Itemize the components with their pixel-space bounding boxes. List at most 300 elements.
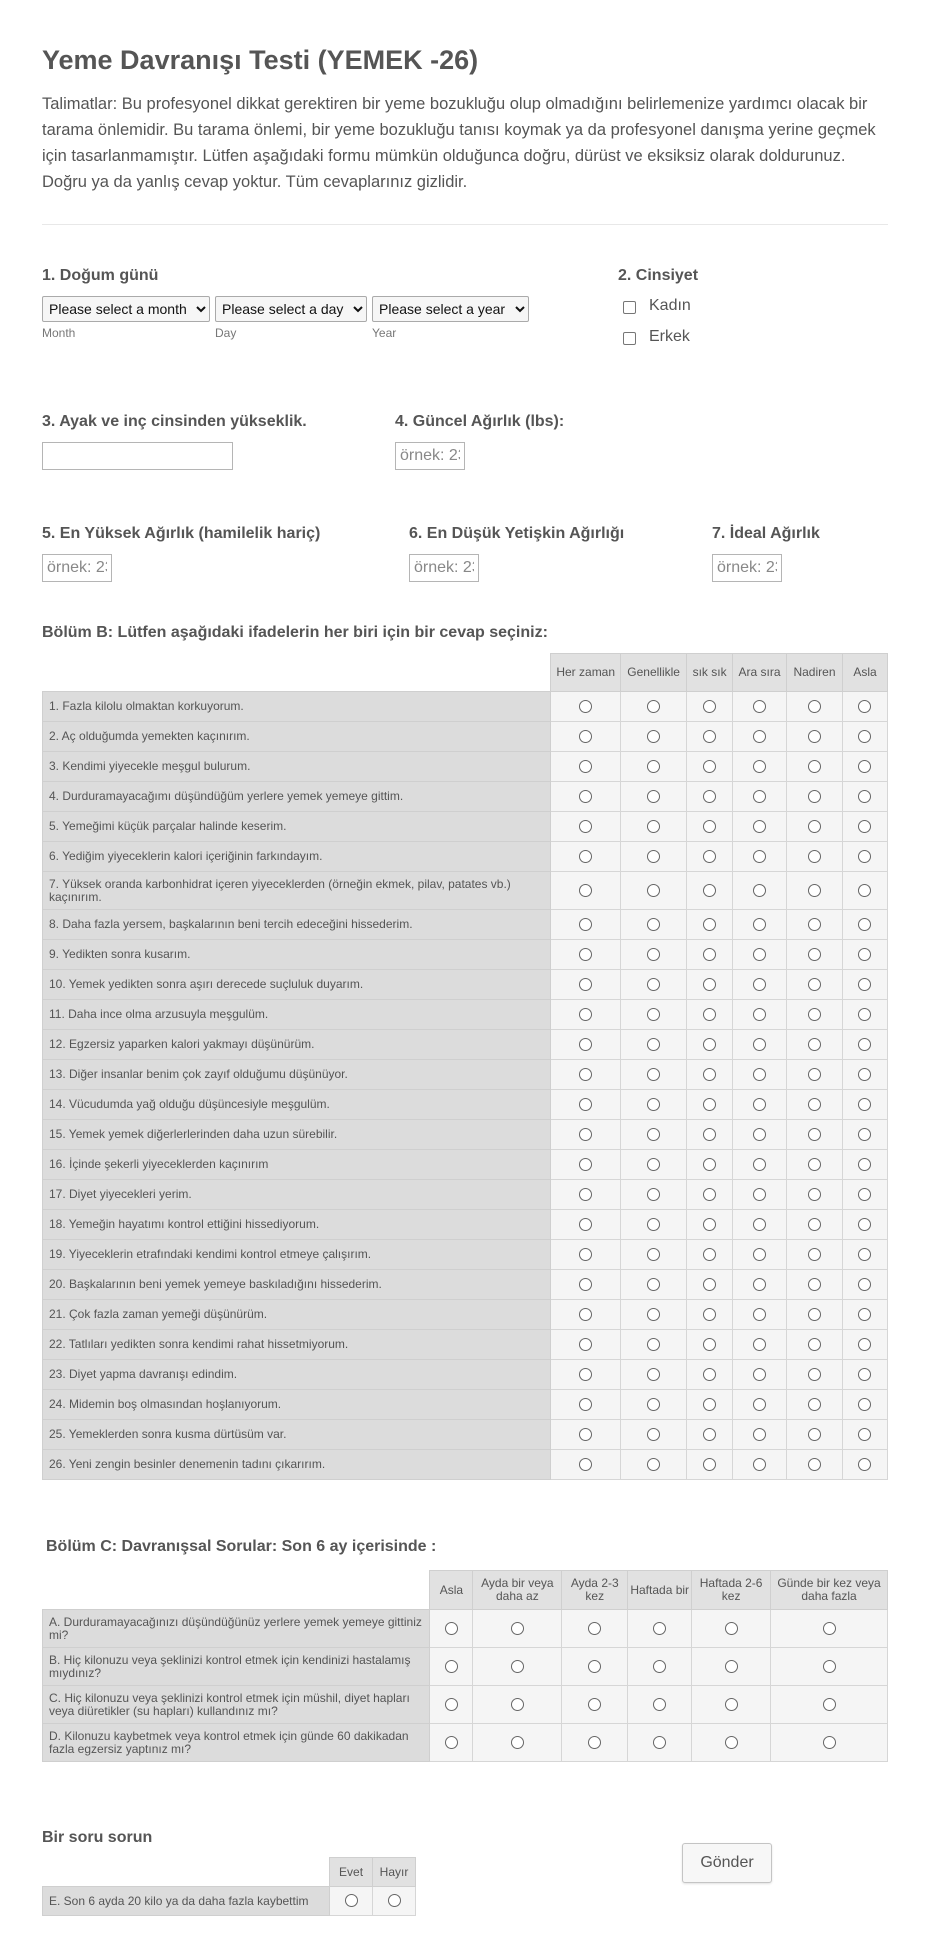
behavior-radio[interactable] [823,1736,836,1749]
statement-row-label: 9. Yedikten sonra kusarım. [43,940,551,970]
behavior-radio[interactable] [511,1698,524,1711]
statement-cell [733,1450,787,1480]
height-input[interactable] [42,442,233,470]
max-weight-input[interactable] [42,554,112,582]
statement-radio[interactable] [579,948,592,961]
statement-column-header: Ara sıra [733,654,787,692]
question-row [43,1887,416,1916]
statement-radio[interactable] [808,1038,821,1051]
submit-button[interactable]: Gönder [682,1843,772,1883]
statement-radio[interactable] [808,790,821,803]
statement-cell [787,752,843,782]
statement-radio[interactable] [753,1008,766,1021]
statement-radio[interactable] [579,1068,592,1081]
statement-radio[interactable] [579,1248,592,1261]
statement-radio[interactable] [808,948,821,961]
statement-radio[interactable] [858,978,871,991]
statement-radio[interactable] [753,1338,766,1351]
birth-year-select[interactable] [372,296,529,322]
statement-cell [787,1030,843,1060]
statement-radio[interactable] [647,1278,660,1291]
statement-radio[interactable] [808,1278,821,1291]
statement-radio[interactable] [808,1428,821,1441]
statement-radio[interactable] [579,1158,592,1171]
statement-radio[interactable] [808,1128,821,1141]
statement-radio[interactable] [753,1098,766,1111]
statement-radio[interactable] [808,820,821,833]
statement-radio[interactable] [858,1368,871,1381]
statement-radio[interactable] [858,1038,871,1051]
statement-radio[interactable] [808,1158,821,1171]
behavior-radio[interactable] [823,1698,836,1711]
statement-cell [733,1330,787,1360]
matrix-corner [43,654,551,692]
behavior-column-header: Asla [430,1571,473,1610]
statement-radio[interactable] [579,1008,592,1021]
statement-radio[interactable] [753,1158,766,1171]
behavior-radio[interactable] [725,1660,738,1673]
statement-radio[interactable] [808,1068,821,1081]
statement-radio[interactable] [703,1278,716,1291]
statement-radio[interactable] [647,820,660,833]
statement-radio[interactable] [647,760,660,773]
statement-cell [551,1000,621,1030]
statement-radio[interactable] [647,1158,660,1171]
statement-row [43,722,888,752]
statement-radio[interactable] [808,730,821,743]
behavior-cell [562,1724,628,1762]
statement-radio[interactable] [579,1218,592,1231]
statement-radio[interactable] [579,1458,592,1471]
statement-radio[interactable] [579,918,592,931]
statement-cell [842,1210,887,1240]
statement-radio[interactable] [579,1038,592,1051]
statement-cell [621,1300,687,1330]
statement-row-label: 19. Yiyeceklerin etrafındaki kendimi kontrol etmeye çalışırım. [43,1240,551,1270]
statement-radio[interactable] [753,730,766,743]
instructions-text: Talimatlar: Bu profesyonel dikkat gerektiren bir yeme bozukluğu olup olmadığını belirlemenize yardımcı olacak bir tarama önlemidir. Bu tarama önlemi, bir yeme bozukluğu tanısı koymak ya da profesyonel danışma yerine geçmek için tasarlanmamıştır. Lütfen aşağıdaki formu mümkün olduğunca doğru, dürüst ve eksiksiz olarak doldurunuz. Doğru ya da yanlış cevap yoktur. Tüm cevaplarınız gizlidir. [42,95,876,191]
statement-cell [733,812,787,842]
statement-radio[interactable] [579,820,592,833]
statement-cell [787,940,843,970]
statement-cell [687,970,733,1000]
statement-radio[interactable] [858,790,871,803]
statement-cell [733,692,787,722]
statement-cell [621,1060,687,1090]
statement-radio[interactable] [579,1338,592,1351]
statement-radio[interactable] [753,760,766,773]
statement-cell [621,1090,687,1120]
statement-radio[interactable] [647,1458,660,1471]
statement-radio[interactable] [753,1068,766,1081]
behavior-cell [430,1686,473,1724]
statement-cell [551,910,621,940]
statement-cell [733,910,787,940]
statement-radio[interactable] [703,1008,716,1021]
gender-female-checkbox[interactable] [623,301,636,314]
statement-radio[interactable] [808,1188,821,1201]
statement-row [43,970,888,1000]
statement-cell [842,752,887,782]
behavior-row [43,1724,888,1762]
statement-row-label: 20. Başkalarının beni yemek yemeye baskıladığını hissederim. [43,1270,551,1300]
statement-cell [551,1300,621,1330]
statement-cell [621,872,687,910]
gender-male-label: Erkek [649,328,690,345]
statement-radio[interactable] [808,1458,821,1471]
behavior-row [43,1648,888,1686]
behavior-cell [692,1610,771,1648]
statement-cell [621,1180,687,1210]
statement-radio[interactable] [703,760,716,773]
statement-radio[interactable] [858,1188,871,1201]
statement-radio[interactable] [647,1308,660,1321]
statement-radio[interactable] [858,1458,871,1471]
statement-radio[interactable] [808,850,821,863]
behavior-radio[interactable] [588,1622,601,1635]
statement-radio[interactable] [858,700,871,713]
behavior-radio[interactable] [588,1660,601,1673]
statement-radio[interactable] [579,884,592,897]
behavior-cell [473,1724,562,1762]
statement-radio[interactable] [808,918,821,931]
statement-radio[interactable] [753,1278,766,1291]
statement-radio[interactable] [808,1368,821,1381]
statement-radio[interactable] [808,700,821,713]
statement-cell [621,970,687,1000]
statement-radio[interactable] [858,1068,871,1081]
statement-radio[interactable] [579,1308,592,1321]
statement-radio[interactable] [647,1038,660,1051]
statement-radio[interactable] [703,1458,716,1471]
statement-cell [551,1150,621,1180]
statement-radio[interactable] [647,1098,660,1111]
statement-cell [787,1060,843,1090]
statement-radio[interactable] [753,850,766,863]
statement-radio[interactable] [858,1278,871,1291]
statement-radio[interactable] [647,1398,660,1411]
statement-radio[interactable] [647,918,660,931]
statement-radio[interactable] [703,1338,716,1351]
statement-radio[interactable] [858,850,871,863]
statement-radio[interactable] [647,850,660,863]
statement-cell [842,1180,887,1210]
behavior-radio[interactable] [653,1622,666,1635]
statement-cell [687,1090,733,1120]
statement-radio[interactable] [703,1128,716,1141]
statement-radio[interactable] [858,884,871,897]
statement-radio[interactable] [753,790,766,803]
statement-radio[interactable] [703,850,716,863]
statement-cell [687,940,733,970]
statement-cell [842,1420,887,1450]
statement-radio[interactable] [808,884,821,897]
statement-radio[interactable] [579,1428,592,1441]
statement-radio[interactable] [579,1278,592,1291]
statement-radio[interactable] [753,1128,766,1141]
behavior-cell [562,1686,628,1724]
statement-radio[interactable] [808,1008,821,1021]
statement-radio[interactable] [703,1218,716,1231]
year-sublabel: Year [372,326,397,340]
behavior-cell [771,1686,888,1724]
statement-radio[interactable] [703,1068,716,1081]
behavior-radio[interactable] [725,1736,738,1749]
statement-column-header: Her zaman [551,654,621,692]
behavior-column-header: Ayda 2-3 kez [562,1571,628,1610]
statement-radio[interactable] [858,1398,871,1411]
statement-radio[interactable] [647,1338,660,1351]
statement-radio[interactable] [703,948,716,961]
statement-cell [733,1060,787,1090]
statement-cell [687,1030,733,1060]
statement-cell [733,1120,787,1150]
statement-cell [621,1150,687,1180]
statement-radio[interactable] [753,1308,766,1321]
statement-cell [787,1420,843,1450]
statement-cell [621,692,687,722]
behavior-column-header: Haftada bir [628,1571,692,1610]
behavior-radio[interactable] [445,1736,458,1749]
statement-cell [733,872,787,910]
behavior-column-header: Haftada 2-6 kez [692,1571,771,1610]
statement-radio[interactable] [858,1098,871,1111]
behavior-radio[interactable] [445,1622,458,1635]
max-weight-label: 5. En Yüksek Ağırlık (hamilelik hariç) [42,525,321,542]
statement-row-label: 4. Durduramayacağımı düşündüğüm yerlere yemek yemeye gittim. [43,782,551,812]
birthday-label: 1. Doğum günü [42,267,159,284]
gender-male-checkbox[interactable] [623,332,636,345]
statement-radio[interactable] [753,820,766,833]
statement-cell [687,1390,733,1420]
behavior-radio[interactable] [823,1622,836,1635]
statement-cell [733,1180,787,1210]
statement-radio[interactable] [647,884,660,897]
statement-radio[interactable] [579,790,592,803]
statement-cell [842,782,887,812]
statement-cell [787,1090,843,1120]
statement-radio[interactable] [703,820,716,833]
statement-radio[interactable] [753,700,766,713]
statement-cell [551,722,621,752]
statement-cell [551,752,621,782]
statement-radio[interactable] [753,1428,766,1441]
statement-row [43,782,888,812]
gender-female-label: Kadın [649,297,691,314]
statement-radio[interactable] [808,760,821,773]
statement-cell [551,1330,621,1360]
behavior-radio[interactable] [725,1622,738,1635]
statement-radio[interactable] [579,1368,592,1381]
statement-radio[interactable] [753,918,766,931]
statement-radio[interactable] [858,918,871,931]
birth-day-select[interactable] [215,296,367,322]
statement-cell [621,1120,687,1150]
statement-cell [687,1000,733,1030]
statement-radio[interactable] [703,1038,716,1051]
statement-radio[interactable] [858,730,871,743]
statement-radio[interactable] [647,1128,660,1141]
statement-radio[interactable] [703,1308,716,1321]
statement-radio[interactable] [647,1428,660,1441]
statement-radio[interactable] [858,760,871,773]
statement-radio[interactable] [703,1188,716,1201]
statement-radio[interactable] [647,700,660,713]
statement-radio[interactable] [579,1098,592,1111]
min-weight-input[interactable] [409,554,479,582]
statement-radio[interactable] [579,1128,592,1141]
statement-cell [687,1180,733,1210]
behavior-radio[interactable] [511,1622,524,1635]
section-c-title: Bölüm C: Davranışsal Sorular: Son 6 ay içerisinde : [46,1538,437,1555]
statement-cell [787,1240,843,1270]
statement-radio[interactable] [703,884,716,897]
behavior-row-label: A. Durduramayacağınızı düşündüğünüz yerlere yemek yemeye gittiniz mi? [43,1610,430,1648]
statement-radio[interactable] [858,1008,871,1021]
statement-radio[interactable] [753,1038,766,1051]
statement-radio[interactable] [808,1248,821,1261]
statement-radio[interactable] [647,730,660,743]
statement-cell [687,910,733,940]
behavior-cell [628,1724,692,1762]
statement-cell [787,910,843,940]
statement-cell [842,842,887,872]
statement-cell [787,782,843,812]
statement-radio[interactable] [753,1218,766,1231]
behavior-cell [628,1686,692,1724]
behavior-radio[interactable] [653,1660,666,1673]
statement-row [43,752,888,782]
statement-cell [687,1360,733,1390]
statement-radio[interactable] [858,1158,871,1171]
statement-row-label: 11. Daha ince olma arzusuyla meşgulüm. [43,1000,551,1030]
statement-radio[interactable] [858,948,871,961]
statement-radio[interactable] [808,1308,821,1321]
statement-row [43,1390,888,1420]
behavior-radio[interactable] [725,1698,738,1711]
behavior-radio[interactable] [511,1736,524,1749]
statement-cell [787,812,843,842]
behavior-radio[interactable] [653,1698,666,1711]
behavior-radio[interactable] [588,1698,601,1711]
statement-radio[interactable] [579,700,592,713]
statement-radio[interactable] [647,978,660,991]
statement-radio[interactable] [703,730,716,743]
ideal-weight-input[interactable] [712,554,782,582]
statement-radio[interactable] [753,948,766,961]
statement-radio[interactable] [703,1398,716,1411]
statement-row-label: 10. Yemek yedikten sonra aşırı derecede suçluluk duyarım. [43,970,551,1000]
statement-cell [787,1180,843,1210]
statement-cell [787,1450,843,1480]
statement-row-label: 21. Çok fazla zaman yemeği düşünürüm. [43,1300,551,1330]
statement-radio[interactable] [647,948,660,961]
birth-month-select[interactable] [42,296,210,322]
statement-radio[interactable] [703,1428,716,1441]
section-b-title: Bölüm B: Lütfen aşağıdaki ifadelerin her biri için bir cevap seçiniz: [42,624,548,641]
statement-radio[interactable] [753,978,766,991]
statement-radio[interactable] [808,978,821,991]
statement-radio[interactable] [703,978,716,991]
statement-radio[interactable] [647,1248,660,1261]
statement-radio[interactable] [858,1248,871,1261]
statement-radio[interactable] [808,1098,821,1111]
behavior-radio[interactable] [445,1660,458,1673]
statement-cell [842,1090,887,1120]
statement-radio[interactable] [858,820,871,833]
statement-cell [687,1330,733,1360]
statement-radio[interactable] [647,1218,660,1231]
statement-radio[interactable] [647,790,660,803]
question-radio[interactable] [345,1894,358,1907]
statement-radio[interactable] [579,760,592,773]
statement-radio[interactable] [579,850,592,863]
statement-radio[interactable] [703,1098,716,1111]
statement-column-header: Asla [842,654,887,692]
question-radio[interactable] [388,1894,401,1907]
statement-radio[interactable] [703,918,716,931]
statement-radio[interactable] [858,1218,871,1231]
statement-cell [842,1330,887,1360]
statement-radio[interactable] [703,1248,716,1261]
behavior-radio[interactable] [653,1736,666,1749]
statement-radio[interactable] [808,1338,821,1351]
statement-cell [687,1210,733,1240]
statement-radio[interactable] [808,1398,821,1411]
statement-radio[interactable] [647,1008,660,1021]
behavior-radio[interactable] [588,1736,601,1749]
statement-radio[interactable] [647,1368,660,1381]
statement-radio[interactable] [647,1188,660,1201]
statement-radio[interactable] [703,790,716,803]
statement-cell [621,1240,687,1270]
statement-row-label: 8. Daha fazla yersem, başkalarının beni tercih edeceğini hissederim. [43,910,551,940]
statement-radio[interactable] [753,1458,766,1471]
statement-cell [621,1360,687,1390]
statement-cell [551,1120,621,1150]
statement-radio[interactable] [703,1368,716,1381]
statement-radio[interactable] [858,1338,871,1351]
statement-radio[interactable] [753,1398,766,1411]
statement-radio[interactable] [579,978,592,991]
behavior-row [43,1610,888,1648]
statement-radio[interactable] [753,1248,766,1261]
statement-radio[interactable] [858,1128,871,1141]
statement-radio[interactable] [703,700,716,713]
statement-radio[interactable] [647,1068,660,1081]
statement-radio[interactable] [858,1428,871,1441]
statement-radio[interactable] [703,1158,716,1171]
statement-radio[interactable] [753,884,766,897]
statement-radio[interactable] [808,1218,821,1231]
statement-row [43,1240,888,1270]
current-weight-input[interactable] [395,442,465,470]
statement-radio[interactable] [753,1368,766,1381]
statement-radio[interactable] [579,1398,592,1411]
statement-radio[interactable] [858,1308,871,1321]
statement-radio[interactable] [579,1188,592,1201]
statement-cell [621,910,687,940]
behavior-radio[interactable] [511,1660,524,1673]
behavior-cell [692,1648,771,1686]
statement-cell [787,1330,843,1360]
statement-radio[interactable] [579,730,592,743]
statement-cell [787,722,843,752]
statement-radio[interactable] [753,1188,766,1201]
behavior-radio[interactable] [823,1660,836,1673]
behavior-radio[interactable] [445,1698,458,1711]
statement-cell [551,1240,621,1270]
